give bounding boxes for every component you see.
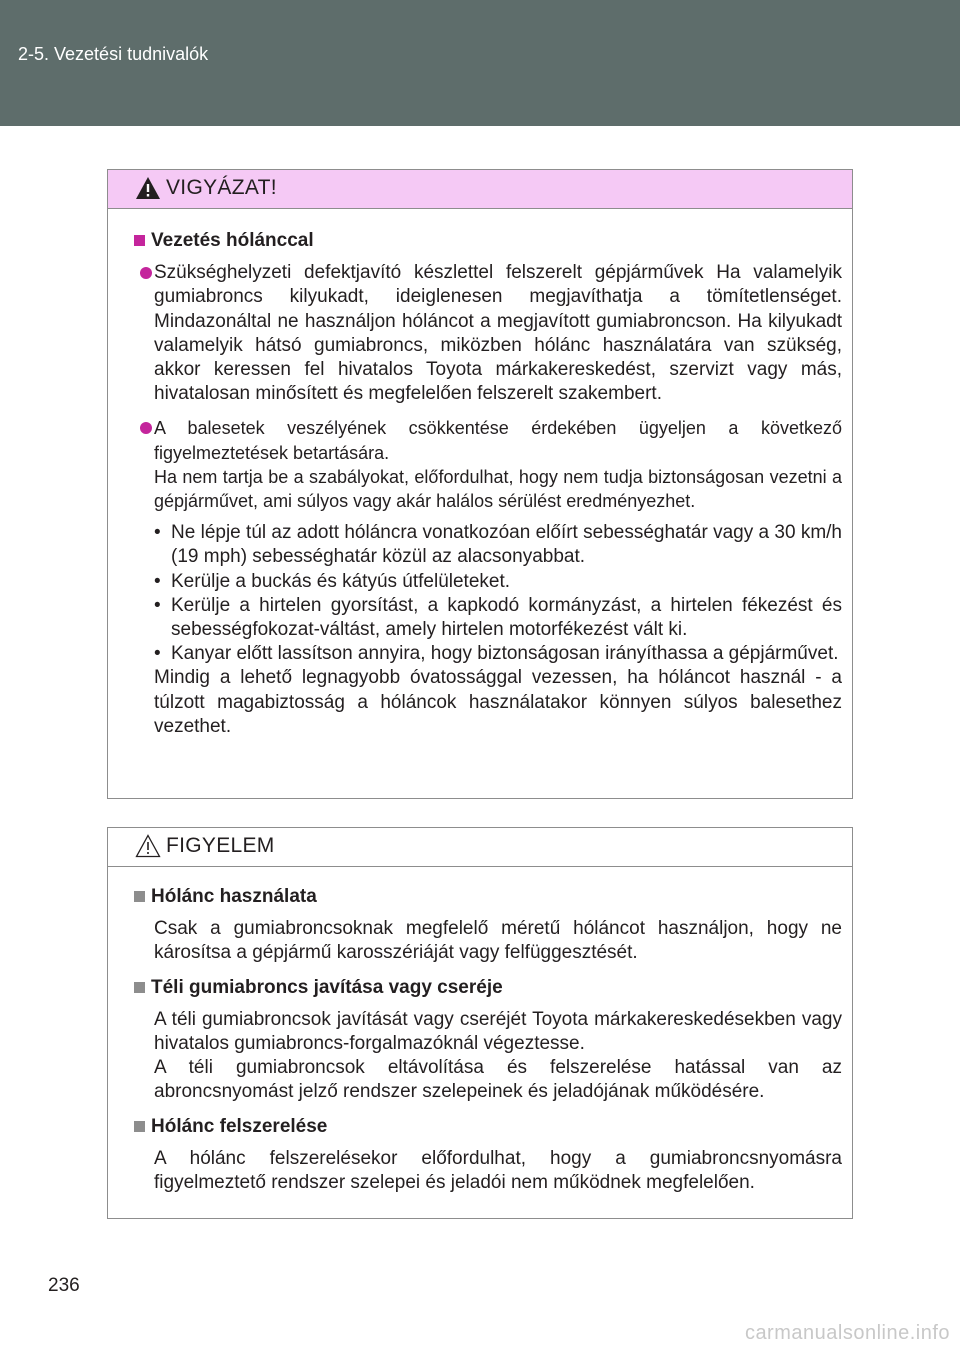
caution-subheading-text: Hólánc felszerelése — [151, 1115, 328, 1137]
list-item — [130, 642, 842, 666]
warning-title: VIGYÁZAT! — [166, 176, 277, 199]
caution-text: A téli gumiabroncsok javítását vagy cseréjét Toyota márkakereskedésekben vagy hivatalos gumiabroncs-forgalmazóknál végeztesse. — [154, 1008, 842, 1055]
page-header — [0, 0, 960, 126]
square-bullet-icon — [134, 982, 145, 993]
circle-bullet-icon — [140, 422, 152, 434]
warning-item — [130, 261, 842, 406]
caution-body — [108, 867, 852, 1195]
caution-subheading — [130, 976, 842, 1000]
caution-box — [107, 827, 853, 1219]
caution-text: A téli gumiabroncsok eltávolítása és felszerelése hatással van az abroncsnyomást jelző rendszer szelepeinek és jeladójának működésére. — [154, 1057, 842, 1103]
list-item-text: Kerülje a buckás és kátyús útfelületeket. — [171, 570, 511, 592]
caution-subheading — [130, 885, 842, 909]
square-bullet-icon — [134, 891, 145, 902]
caution-subheading — [130, 1115, 842, 1139]
caution-text: Csak a gumiabroncsoknak megfelelő méretű hóláncot használjon, hogy ne károsítsa a gépjármű karosszériáját vagy felfüggesztését. — [154, 918, 842, 964]
warning-body — [108, 209, 852, 739]
bullet-mark: • — [154, 643, 161, 665]
section-title: 2-5. Vezetési tudnivalók — [18, 44, 209, 64]
list-item — [130, 570, 842, 594]
list-item — [130, 594, 842, 642]
warning-item-text: A balesetek veszélyének csökkentése érdekében ügyeljen a következő figyelmeztetések betartására. — [154, 418, 842, 463]
caution-triangle-icon — [135, 834, 161, 858]
circle-bullet-icon — [140, 267, 152, 279]
warning-triangle-icon — [135, 176, 161, 200]
warning-header — [108, 170, 852, 209]
list-item — [130, 521, 842, 569]
caution-subheading-text: Hólánc használata — [151, 886, 317, 907]
warning-subheading-text: Vezetés hólánccal — [151, 230, 314, 251]
warning-item-text: Szükséghelyzeti defektjavító készlettel felszerelt gépjárművek Ha valamelyik gumiabroncs kilyukadt, ideiglenesen megjavíthatja a tömítetlenséget. Mindazonáltal ne használjon hóláncot a megjavított gumiabroncson. Ha kilyukadt valamelyik hátsó gumiabroncs, miközben hólánc használatára van szükség, akkor keressen fel hivatalos Toyota márkakereskedést, szervizt vagy más, hivatalosan minősített és megfelelően felszerelt szakembert. — [154, 262, 842, 405]
caution-subheading-text: Téli gumiabroncs javítása vagy cseréje — [151, 976, 503, 998]
square-bullet-icon — [134, 235, 145, 246]
square-bullet-icon — [134, 1121, 145, 1132]
caution-title: FIGYELEM — [166, 834, 275, 857]
bullet-mark: • — [154, 570, 161, 592]
warning-item — [130, 416, 842, 513]
list-item-text: Ne lépje túl az adott hóláncra vonatkozóan előírt sebességhatár vagy a 30 km/h (19 mph) sebességhatár közül az alacsonyabbat. — [171, 522, 842, 568]
list-item-text: Kerülje a hirtelen gyorsítást, a kapkodó kormányzást, a hirtelen fékezést és sebességfokozat-váltást, amely hirtelen motorfékezést vált ki. — [171, 594, 842, 641]
caution-header — [108, 828, 852, 867]
warning-closing: Mindig a lehető legnagyobb óvatossággal vezessen, ha hóláncot használ - a túlzott magabiztosság a hóláncok használatakor könnyen súlyos balesethez vezethet. — [154, 667, 842, 737]
warning-item-text: Ha nem tartja be a szabályokat, előfordulhat, hogy nem tudja biztonságosan vezetni a gépjárművet, ami súlyos vagy akár halálos sérülést eredményezhet. — [154, 466, 842, 512]
warning-subheading — [130, 229, 842, 253]
warning-bullet-list — [130, 521, 842, 666]
bullet-mark: • — [154, 522, 161, 544]
caution-text: A hólánc felszerelésekor előfordulhat, hogy a gumiabroncsnyomásra figyelmeztető rendszer szelepei és jeladói nem működnek megfelelően. — [154, 1147, 842, 1194]
bullet-mark: • — [154, 594, 161, 616]
page-number: 236 — [48, 1275, 80, 1296]
warning-box — [107, 169, 853, 799]
list-item-text: Kanyar előtt lassítson annyira, hogy biztonságosan irányíthassa a gépjárművet. — [171, 643, 839, 665]
watermark: carmanualsonline.info — [744, 1322, 950, 1344]
